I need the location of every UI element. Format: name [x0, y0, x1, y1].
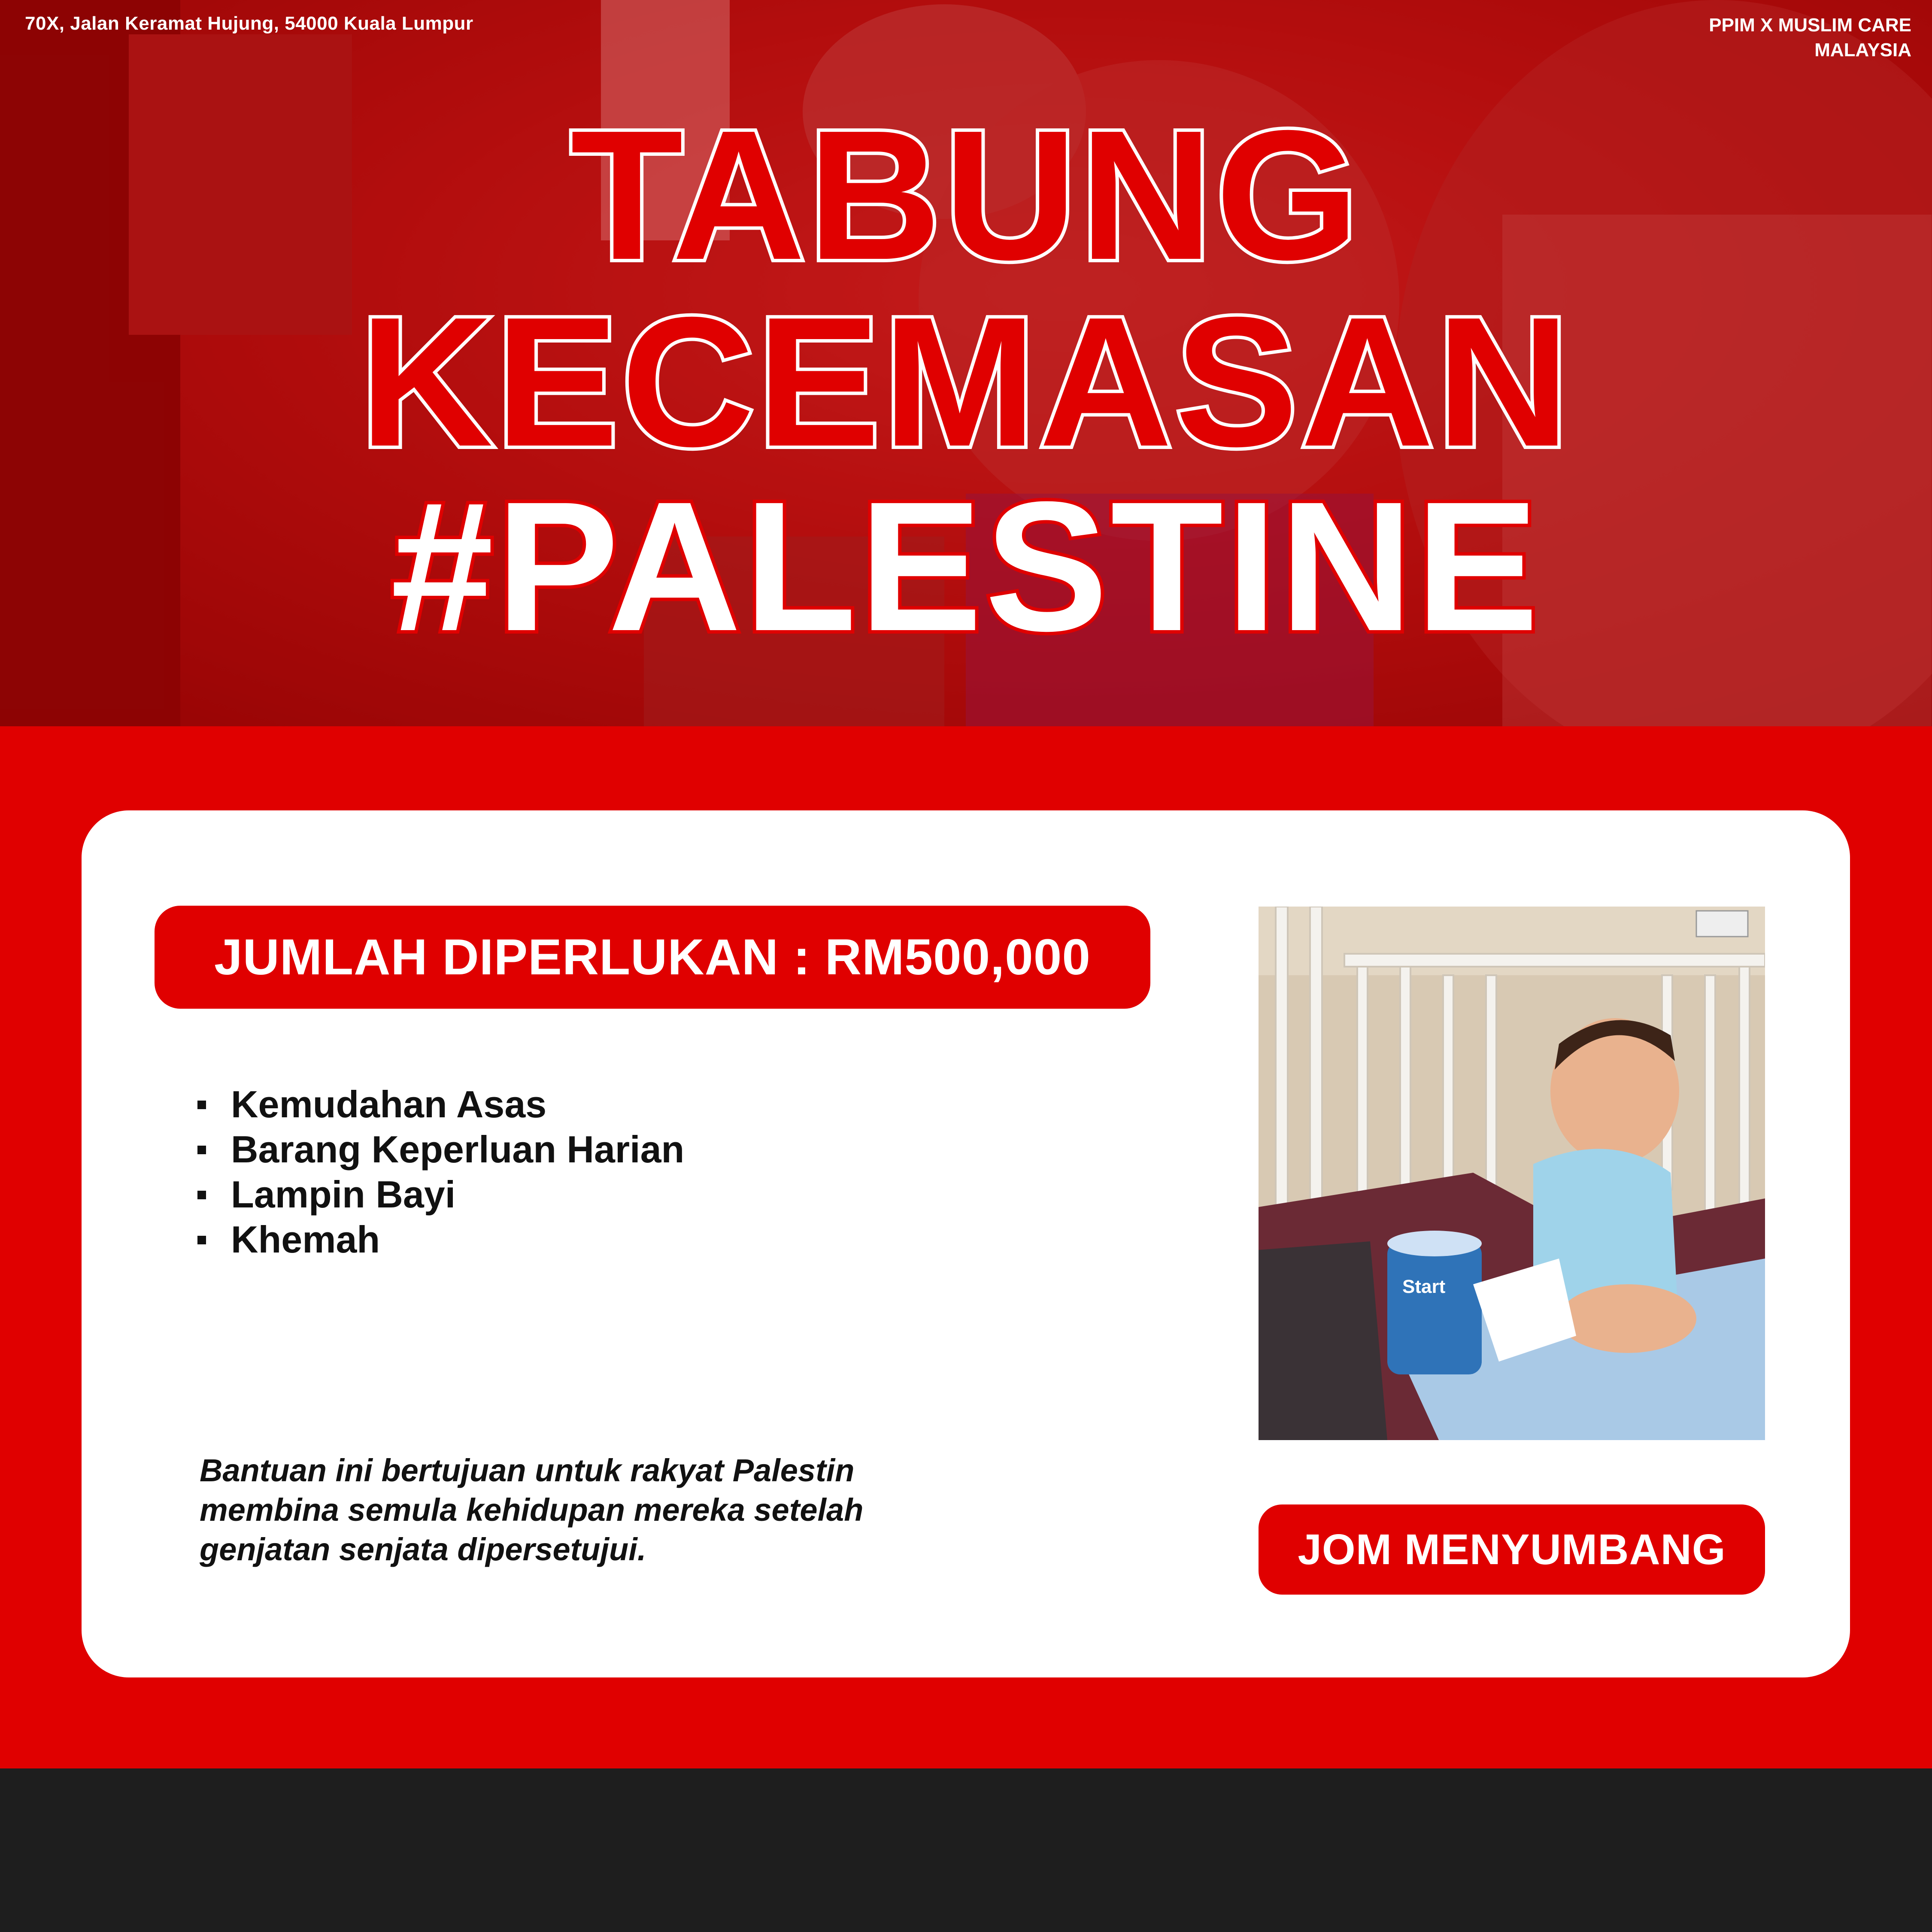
bullet-icon: [197, 1101, 206, 1109]
description-note: [200, 1451, 886, 1569]
hero-banner: [0, 0, 1932, 726]
bullet-icon: [197, 1191, 206, 1199]
organization-text: [1709, 13, 1911, 63]
list-item-label: Kemudahan Asas: [231, 1083, 547, 1125]
footer-bar: [0, 1768, 1932, 1932]
needs-list: [197, 1082, 684, 1262]
list-item: [197, 1082, 684, 1127]
child-photo-illustration: [1259, 907, 1765, 1440]
headline-line-2: KECEMASAN: [359, 279, 1573, 485]
list-item-label: Lampin Bayi: [231, 1173, 456, 1216]
headline-line-1: TABUNG: [570, 92, 1362, 298]
tin-label: Start: [1402, 1276, 1446, 1297]
bullet-icon: [197, 1146, 206, 1154]
note-line-2: membina semula kehidupan mereka setelah: [200, 1492, 864, 1528]
bullet-icon: [197, 1236, 206, 1244]
child-photo: [1259, 907, 1765, 1440]
organization-line-2: MALAYSIA: [1814, 39, 1911, 61]
address-text: 70X, Jalan Keramat Hujung, 54000 Kuala Lumpur: [25, 13, 473, 34]
donate-button[interactable]: JOM MENYUMBANG: [1259, 1504, 1765, 1595]
list-item: [197, 1172, 684, 1217]
headline-line-3: #PALESTINE: [391, 464, 1541, 670]
note-line-1: Bantuan ini bertujuan untuk rakyat Palestin: [200, 1453, 855, 1488]
note-line-3: genjatan senjata dipersetujui.: [200, 1532, 646, 1567]
list-item: [197, 1127, 684, 1172]
list-item-label: Barang Keperluan Harian: [231, 1128, 685, 1171]
list-item-label: Khemah: [231, 1218, 380, 1261]
list-item: [197, 1217, 684, 1262]
organization-line-1: PPIM X MUSLIM CARE: [1709, 15, 1911, 36]
amount-needed-badge: JUMLAH DIPERLUKAN : RM500,000: [155, 906, 1150, 1009]
